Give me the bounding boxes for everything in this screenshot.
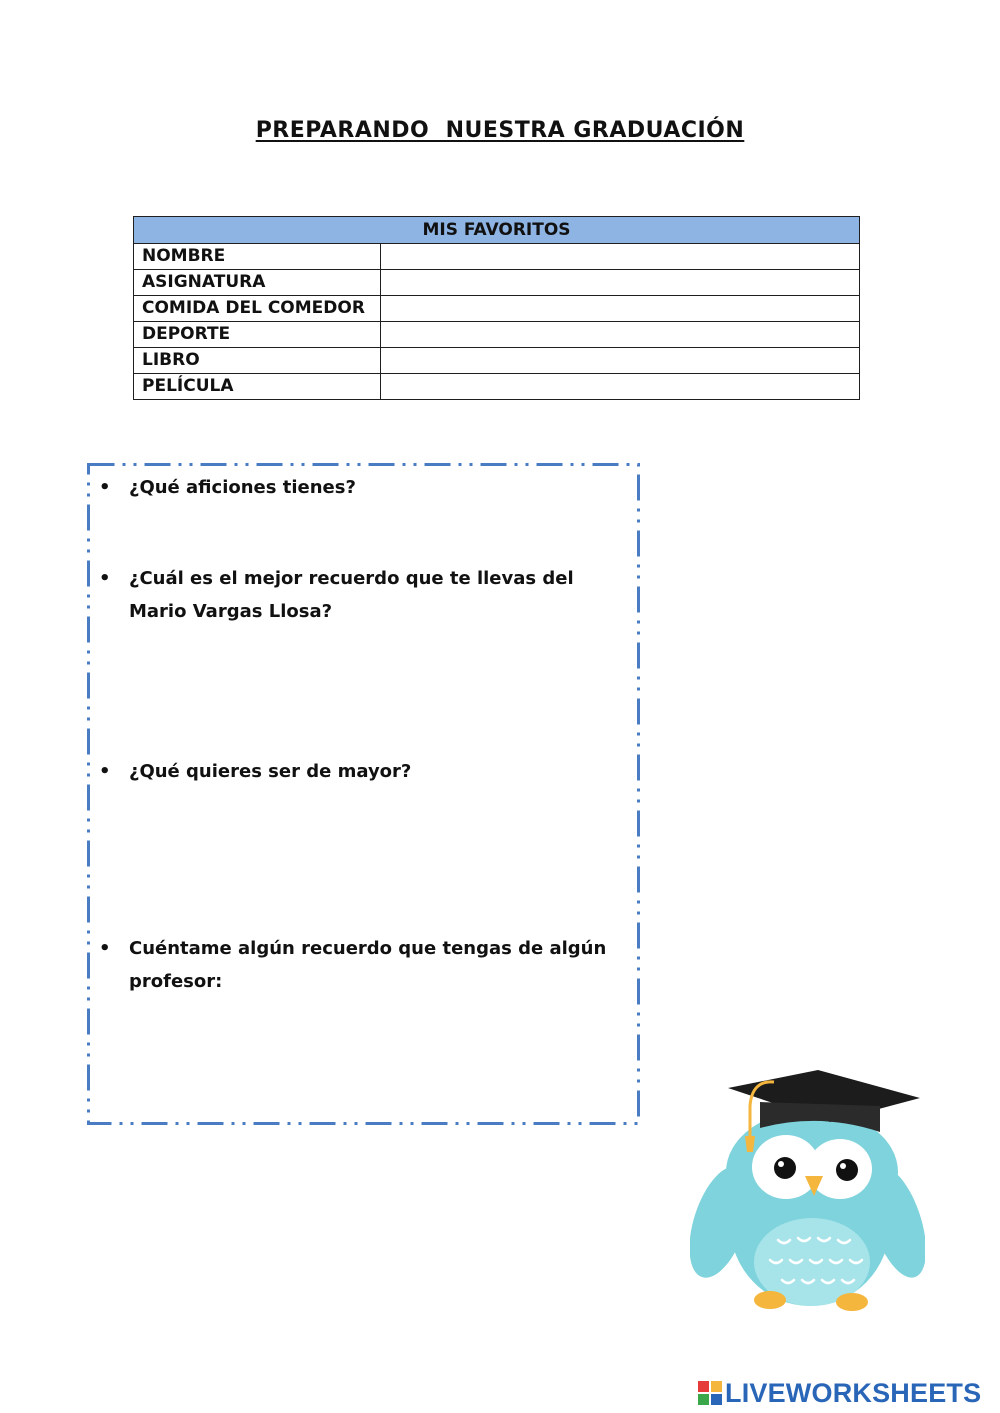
question-text-best-memory: ¿Cuál es el mejor recuerdo que te llevas del Mario Vargas Llosa? [129, 568, 574, 622]
graduation-owl-illustration [690, 1062, 925, 1324]
row-label-libro: LIBRO [134, 348, 381, 374]
answer-field-asignatura[interactable] [381, 270, 860, 296]
row-label-asignatura: ASIGNATURA [134, 270, 381, 296]
question-item [99, 932, 609, 998]
answer-field-deporte[interactable] [381, 322, 860, 348]
answer-field-pelicula[interactable] [381, 374, 860, 400]
bullet-icon: • [99, 568, 111, 589]
bullet-icon: • [99, 477, 111, 498]
question-text-teacher-memory: Cuéntame algún recuerdo que tengas de algún profesor: [129, 938, 607, 992]
question-item [99, 755, 609, 788]
question-text-future: ¿Qué quieres ser de mayor? [129, 761, 412, 782]
liveworksheets-branding [698, 1377, 981, 1409]
favorites-table [133, 216, 860, 400]
table-row [134, 244, 860, 270]
table-row [134, 322, 860, 348]
row-label-comida: COMIDA DEL COMEDOR [134, 296, 381, 322]
favorites-table-header: MIS FAVORITOS [134, 217, 860, 244]
table-row [134, 374, 860, 400]
page-title [0, 118, 1000, 143]
row-label-nombre: NOMBRE [134, 244, 381, 270]
row-label-deporte: DEPORTE [134, 322, 381, 348]
question-text-hobbies: ¿Qué aficiones tienes? [129, 477, 356, 498]
answer-field-libro[interactable] [381, 348, 860, 374]
brand-text: LIVEWORKSHEETS [725, 1377, 982, 1408]
table-row [134, 348, 860, 374]
table-row [134, 296, 860, 322]
answer-field-nombre[interactable] [381, 244, 860, 270]
question-item [99, 562, 609, 628]
bullet-icon: • [99, 938, 111, 959]
bullet-icon: • [99, 761, 111, 782]
row-label-pelicula: PELÍCULA [134, 374, 381, 400]
table-row [134, 270, 860, 296]
liveworksheets-logo-icon [698, 1381, 722, 1405]
page-title-text: PREPARANDO NUESTRA GRADUACIÓN [255, 118, 745, 143]
answer-field-comida[interactable] [381, 296, 860, 322]
questions-box [87, 463, 640, 1125]
question-item [99, 471, 609, 504]
